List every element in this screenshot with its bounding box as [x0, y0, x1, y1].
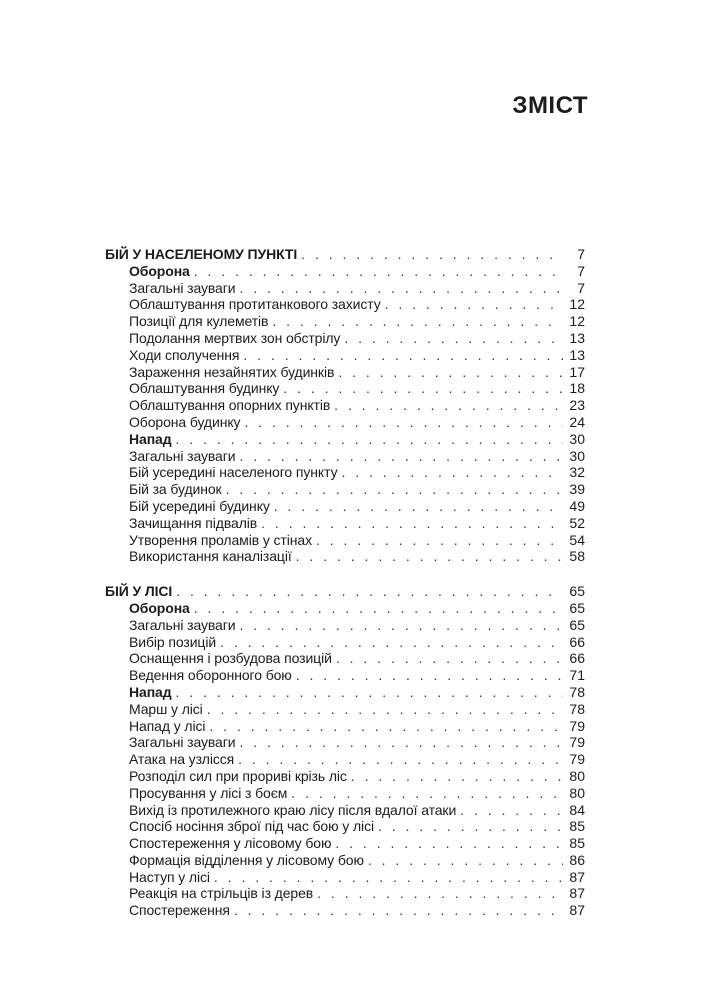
toc-part-entry [105, 263, 585, 280]
toc-leader-dots [291, 785, 563, 802]
toc-entry [105, 548, 585, 565]
toc-page-number: 78 [569, 700, 585, 717]
toc-entry-label: Напад [129, 430, 172, 447]
toc-section [105, 246, 585, 565]
toc-page-number: 65 [569, 616, 585, 633]
toc-leader-dots [272, 313, 563, 330]
toc-leader-dots [234, 902, 563, 919]
toc-entry [105, 498, 585, 515]
toc-entry-label: Вибір позицій [129, 633, 217, 650]
toc-leader-dots [334, 397, 563, 414]
toc-leader-dots [209, 718, 563, 735]
toc-entry-label: Загальні зауваги [129, 447, 236, 464]
toc-leader-dots [344, 330, 563, 347]
toc-entry-label: Бій усередині будинку [129, 497, 270, 514]
toc-entry [105, 397, 585, 414]
toc-entry-label: Вихід із протилежного краю лісу після вдалої атаки [129, 801, 457, 818]
toc-leader-dots [244, 414, 563, 431]
toc-page-number: 12 [569, 313, 585, 330]
toc-leader-dots [239, 280, 563, 297]
toc-entry [105, 718, 585, 735]
toc-page-number: 79 [569, 717, 585, 734]
toc-page-number: 85 [569, 818, 585, 835]
toc-entry-label: Формація відділення у лісовому бою [129, 851, 364, 868]
toc-entry [105, 634, 585, 651]
toc-entry [105, 448, 585, 465]
toc-chapter-entry [105, 583, 585, 600]
page-title: ЗМІСТ [512, 92, 588, 119]
toc-entry-label: Загальні зауваги [129, 616, 236, 633]
toc-page-number: 66 [569, 650, 585, 667]
toc-entry-label: Зараження незайнятих будинків [129, 363, 335, 380]
toc-leader-dots [460, 802, 563, 819]
toc-entry-label: БІЙ У НАСЕЛЕНОМУ ПУНКТІ [105, 246, 298, 262]
toc-page-number: 17 [569, 363, 585, 380]
toc-leader-dots [194, 263, 563, 280]
toc-page-number: 65 [569, 599, 585, 616]
toc-leader-dots [243, 347, 563, 364]
toc-entry-label: Облаштування будинку [129, 380, 280, 397]
toc-entry-label: Напад у лісі [129, 717, 206, 734]
toc-entry-label: Утворення проламів у стінах [129, 531, 312, 548]
toc-page-number: 87 [569, 902, 585, 919]
toc-leader-dots [316, 532, 563, 549]
toc-entry [105, 818, 585, 835]
toc-entry-label: Оборона [129, 262, 190, 279]
toc-entry [105, 364, 585, 381]
toc-entry [105, 869, 585, 886]
toc-page-number: 13 [569, 346, 585, 363]
toc-leader-dots [378, 818, 563, 835]
toc-entry-label: Напад [129, 683, 172, 700]
toc-entry [105, 852, 585, 869]
toc-entry [105, 532, 585, 549]
toc-leader-dots [351, 768, 563, 785]
toc-leader-dots [194, 600, 563, 617]
toc-entry [105, 835, 585, 852]
toc-page-number: 30 [569, 430, 585, 447]
toc-leader-dots [368, 852, 563, 869]
toc-entry [105, 481, 585, 498]
toc-leader-dots [239, 448, 563, 465]
toc-entry-label: Бій усередині населеного пункту [129, 464, 338, 481]
toc-entry-label: Бій за будинок [129, 481, 222, 498]
toc-page-number: 7 [577, 279, 585, 296]
toc-page-number: 12 [569, 296, 585, 313]
toc-leader-dots [176, 684, 563, 701]
toc-leader-dots [335, 835, 563, 852]
toc-page-number: 49 [569, 497, 585, 514]
toc-page-number: 85 [569, 835, 585, 852]
toc-page-number: 18 [569, 380, 585, 397]
toc-entry-label: Ходи сполучення [129, 346, 240, 363]
toc-entry [105, 617, 585, 634]
toc-page-number: 7 [577, 246, 585, 262]
toc-page-number: 78 [569, 683, 585, 700]
toc-entry-label: Марш у лісі [129, 700, 203, 717]
toc-page-number: 87 [569, 868, 585, 885]
toc-entry [105, 280, 585, 297]
toc-page-number: 23 [569, 397, 585, 414]
toc-entry-label: Спостереження у лісовому бою [129, 835, 332, 852]
toc-leader-dots [261, 515, 563, 532]
toc-leader-dots [317, 885, 563, 902]
toc-entry [105, 768, 585, 785]
toc-leader-dots [336, 650, 563, 667]
toc-leader-dots [176, 583, 563, 600]
toc-entry-label: Наступ у лісі [129, 868, 210, 885]
toc-entry [105, 296, 585, 313]
toc-page-number: 65 [569, 583, 585, 600]
toc-entry-label: Використання каналізації [129, 548, 292, 565]
toc-leader-dots [214, 869, 563, 886]
toc-leader-dots [385, 296, 563, 313]
toc-entry-label: Подолання мертвих зон обстрілу [129, 329, 341, 346]
toc-entry [105, 414, 585, 431]
toc-part-entry [105, 684, 585, 701]
toc-entry [105, 464, 585, 481]
toc-page-number: 71 [569, 667, 585, 684]
toc-entry-label: Розподіл сил при прориві крізь ліс [129, 767, 347, 784]
toc-entry-label: Облаштування опорних пунктів [129, 397, 331, 414]
toc-leader-dots [239, 734, 563, 751]
toc-entry [105, 330, 585, 347]
toc-page-number: 79 [569, 751, 585, 768]
toc-leader-dots [207, 701, 563, 718]
toc-leader-dots [226, 481, 563, 498]
toc-leader-dots [238, 751, 563, 768]
toc-entry [105, 701, 585, 718]
toc-entry [105, 380, 585, 397]
toc-entry-label: БІЙ У ЛІСІ [105, 583, 173, 600]
toc-leader-dots [338, 364, 563, 381]
toc-entry-label: Загальні зауваги [129, 734, 236, 751]
toc-entry-label: Оборона будинку [129, 413, 241, 430]
toc-entry-label: Атака на узлісся [129, 751, 235, 768]
toc-entry-label: Просування у лісі з боєм [129, 784, 288, 801]
toc-page-number: 66 [569, 633, 585, 650]
toc-entry [105, 902, 585, 919]
toc-entry-label: Облаштування протитанкового захисту [129, 296, 381, 313]
toc-page-number: 84 [569, 801, 585, 818]
toc-page-number: 58 [569, 548, 585, 565]
toc-page-number: 54 [569, 531, 585, 548]
toc-entry [105, 802, 585, 819]
table-of-contents [105, 246, 585, 937]
toc-page-number: 87 [569, 885, 585, 902]
toc-page-number: 80 [569, 767, 585, 784]
toc-page-number: 79 [569, 734, 585, 751]
toc-entry [105, 650, 585, 667]
toc-leader-dots [283, 380, 563, 397]
toc-entry [105, 515, 585, 532]
toc-page-number: 30 [569, 447, 585, 464]
toc-entry-label: Спосіб носіння зброї під час бою у лісі [129, 818, 374, 835]
toc-entry [105, 751, 585, 768]
toc-entry [105, 667, 585, 684]
toc-leader-dots [220, 634, 563, 651]
toc-leader-dots [341, 464, 563, 481]
toc-leader-dots [274, 498, 563, 515]
toc-part-entry [105, 431, 585, 448]
toc-entry-label: Реакція на стрільців із дерев [129, 885, 314, 902]
toc-entry [105, 347, 585, 364]
toc-entry-label: Оборона [129, 599, 190, 616]
toc-page-number: 52 [569, 514, 585, 531]
toc-page-number: 39 [569, 481, 585, 498]
toc-page-number: 24 [569, 413, 585, 430]
toc-entry-label: Загальні зауваги [129, 279, 236, 296]
toc-page-number: 13 [569, 329, 585, 346]
toc-page-number: 80 [569, 784, 585, 801]
toc-chapter-entry [105, 246, 585, 263]
toc-entry [105, 785, 585, 802]
toc-leader-dots [296, 548, 563, 565]
toc-entry-label: Ведення оборонного бою [129, 667, 292, 684]
toc-entry-label: Зачищання підвалів [129, 514, 258, 531]
toc-page-number: 86 [569, 851, 585, 868]
toc-leader-dots [239, 617, 563, 634]
toc-page-number: 7 [577, 262, 585, 279]
toc-leader-dots [301, 246, 563, 263]
toc-leader-dots [296, 667, 563, 684]
toc-part-entry [105, 600, 585, 617]
toc-entry [105, 313, 585, 330]
toc-entry [105, 734, 585, 751]
toc-entry-label: Спостереження [129, 902, 230, 919]
toc-leader-dots [176, 431, 563, 448]
toc-entry-label: Оснащення і розбудова позицій [129, 650, 332, 667]
toc-section [105, 583, 585, 919]
toc-entry [105, 885, 585, 902]
toc-entry-label: Позиції для кулеметів [129, 313, 269, 330]
toc-page-number: 32 [569, 464, 585, 481]
